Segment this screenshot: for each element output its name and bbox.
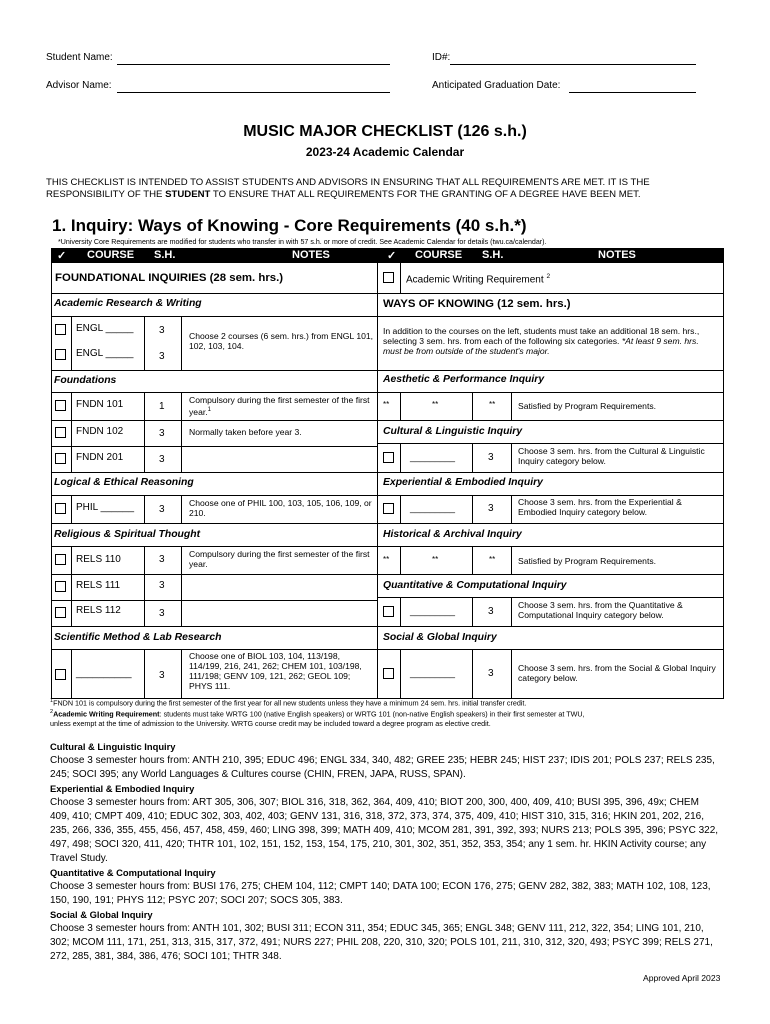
historical-sh-star: **: [489, 555, 496, 564]
footnote-2: $^2$Academic Writing Requirement: students must take WRTG 100 (native English speakers) or WRTG 101 (non-native English speakers) in their first semester at TWU,: [50, 709, 585, 719]
sh-header-left: S.H.: [154, 249, 176, 261]
quantitative-note: Choose 3 sem. hrs. from the Quantitative & Computational Inquiry category below.: [518, 600, 683, 620]
foundational-inquiries-heading: FOUNDATIONAL INQUIRIES (28 sem. hrs.): [55, 272, 284, 284]
cultural-sh: 3: [488, 452, 494, 463]
social-list-line: 302; MCOM 111, 171, 251, 313, 315, 317, 372, 491; NURS 227; PHIL 208, 220, 310, 320; POLS 101, 211, 310, 312, 320, 493; PSYC 399; RELS 271,: [50, 937, 713, 948]
fndn101-sh: 1: [159, 401, 165, 412]
cultural-list-line: Choose 3 semester hours from: ANTH 210, 395; EDUC 496; ENGL 334, 340, 482; GREE 235; HEBR 245; HIST 237; IDIS 201; POLS 237; RELS 235,: [50, 755, 715, 766]
rels110-checkbox[interactable]: [55, 554, 66, 565]
social-list-line: 272, 285, 381, 384, 386, 476; SOCI 101; THTR 348.: [50, 951, 282, 962]
phil-sh: 3: [159, 504, 165, 515]
experiential-checkbox[interactable]: [383, 503, 394, 514]
student-name-label: Student Name:: [46, 52, 113, 63]
rels112-sh: 3: [159, 608, 165, 619]
check-header-left: ✓: [57, 250, 67, 262]
engl-note: Choose 2 courses (6 sem. hrs.) from ENGL 101, 102, 103, 104.: [189, 331, 374, 351]
notes-header-right: NOTES: [598, 249, 636, 261]
cultural-note: Choose 3 sem. hrs. from the Cultural & Linguistic Inquiry category below.: [518, 446, 705, 466]
check-header-right: ✓: [387, 250, 397, 262]
student-name-field[interactable]: [117, 64, 390, 65]
engl-2-sh: 3: [159, 351, 165, 362]
religious-thought-heading: Religious & Spiritual Thought: [54, 529, 201, 540]
fndn102-checkbox[interactable]: [55, 427, 66, 438]
historical-heading: Historical & Archival Inquiry: [383, 529, 522, 540]
notes-header-left: NOTES: [292, 249, 330, 261]
experiential-list-line: Choose 3 semester hours from: ART 305, 306, 307; BIOL 316, 318, 362, 364, 409, 410; BIOT 200, 300, 400, 409, 410; BUSI 395, 396, 49x; CHEM: [50, 797, 699, 808]
advisor-name-label: Advisor Name:: [46, 80, 112, 91]
experiential-list-line: 409, 410; CMPT 409, 410; EDUC 302, 303, 402, 403; GENV 131, 316, 318, 372, 373, 374, 375, 409, 410; HIST 310, 315, 316; HKIN 201, 202, 216,: [50, 811, 704, 822]
fndn101-checkbox[interactable]: [55, 400, 66, 411]
quantitative-checkbox[interactable]: [383, 606, 394, 617]
historical-note: Satisfied by Program Requirements.: [518, 556, 657, 566]
engl-2-checkbox[interactable]: [55, 349, 66, 360]
cultural-heading: Cultural & Linguistic Inquiry: [383, 426, 523, 437]
social-list-title: Social & Global Inquiry: [50, 909, 153, 920]
id-label: ID#:: [432, 52, 451, 63]
science-checkbox[interactable]: [55, 669, 66, 680]
cultural-list-line: 245; SOCI 395; any World Languages & Cultures course (CHIN, FREN, JAPA, RUSS, SPAN).: [50, 769, 466, 780]
fndn102-sh: 3: [159, 428, 165, 439]
engl-1-checkbox[interactable]: [55, 324, 66, 335]
experiential-note: Choose 3 sem. hrs. from the Experiential & Embodied Inquiry category below.: [518, 497, 682, 517]
intro-line-2: RESPONSIBILITY OF THE STUDENT TO ENSURE THAT ALL REQUIREMENTS FOR THE GRANTING OF A DEGREE HAVE BEEN MET.: [46, 189, 641, 200]
social-checkbox[interactable]: [383, 668, 394, 679]
cultural-checkbox[interactable]: [383, 452, 394, 463]
sh-header-right: S.H.: [482, 249, 504, 261]
rels112-checkbox[interactable]: [55, 607, 66, 618]
quantitative-list-line: Choose 3 semester hours from: BUSI 176, 275; CHEM 104, 112; CMPT 140; DATA 100; ECON 176, 275; GENV 282, 382, 383; MATH 102, 108, 123,: [50, 881, 711, 892]
quantitative-heading: Quantitative & Computational Inquiry: [383, 580, 567, 591]
experiential-list-line: 235, 266, 336, 355, 455, 456, 457, 458, 459, 460; LING 398, 399; MATH 409, 410; MCOM 281, 391, 392, 393; NURS 213; POLS 395, 396; PSYC 322,: [50, 825, 719, 836]
aesthetic-sh-star: **: [489, 400, 496, 409]
course-header-right: COURSE: [415, 249, 463, 261]
rels110-course: RELS 110: [76, 554, 121, 565]
fndn201-checkbox[interactable]: [55, 453, 66, 464]
id-field[interactable]: [450, 64, 696, 65]
aesthetic-note: Satisfied by Program Requirements.: [518, 401, 657, 411]
awr-label: Academic Writing Requirement $^2$: [406, 273, 551, 286]
logical-reasoning-heading: Logical & Ethical Reasoning: [54, 477, 194, 488]
scientific-method-heading: Scientific Method & Lab Research: [54, 632, 222, 643]
quantitative-course: _________: [410, 606, 456, 616]
fndn101-course: FNDN 101: [76, 399, 124, 410]
footnote-2-line-2: unless exempt at the time of admission to the University. WRTG course credit may be included toward a degree program as elective credit.: [50, 719, 491, 728]
fndn101-note: Compulsory during the first semester of the first year.$^1$: [189, 395, 370, 417]
aesthetic-check-star: **: [383, 400, 390, 409]
rels112-course: RELS 112: [76, 605, 121, 616]
experiential-list-line: Travel Study.: [50, 853, 108, 864]
awr-checkbox[interactable]: [383, 272, 394, 283]
quantitative-list-title: Quantitative & Computational Inquiry: [50, 867, 216, 878]
social-list-line: Choose 3 semester hours from: ANTH 101, 302; BUSI 311; ECON 311, 354; EDUC 345, 365; ENGL 348; GENV 111, 212, 322, 354; LING 101, 210,: [50, 923, 704, 934]
experiential-sh: 3: [488, 503, 494, 514]
fndn102-course: FNDN 102: [76, 426, 124, 437]
aesthetic-course-star: **: [432, 400, 439, 409]
section-heading: 1. Inquiry: Ways of Knowing - Core Requirements (40 s.h.*): [52, 216, 527, 235]
historical-course-star: **: [432, 555, 439, 564]
rels110-sh: 3: [159, 554, 165, 565]
fndn201-course: FNDN 201: [76, 452, 124, 463]
fndn201-sh: 3: [159, 454, 165, 465]
quantitative-list-line: 150, 190, 191; PHYS 112; PSYC 207; SOCI 207; SOCS 305, 383.: [50, 895, 343, 906]
phil-course: PHIL ______: [76, 502, 135, 513]
page-subtitle: 2023-24 Academic Calendar: [305, 145, 465, 159]
experiential-course: _________: [410, 503, 456, 513]
advisor-name-field[interactable]: [117, 92, 390, 93]
footnote-1: $^1$FNDN 101 is compulsory during the first semester of the first year for all new students unless they have a minimum 24 sem. hrs. initial transfer credit.: [50, 698, 527, 708]
experiential-heading: Experiential & Embodied Inquiry: [383, 477, 543, 488]
engl-1-sh: 3: [159, 325, 165, 336]
science-sh: 3: [159, 670, 165, 681]
quantitative-sh: 3: [488, 606, 494, 617]
intro-line-1: THIS CHECKLIST IS INTENDED TO ASSIST STUDENTS AND ADVISORS IN ENSURING THAT ALL REQUIREMENTS ARE MET. IT IS THE: [46, 177, 650, 188]
grad-date-label: Anticipated Graduation Date:: [432, 80, 561, 91]
phil-note: Choose one of PHIL 100, 103, 105, 106, 109, or 210.: [189, 498, 372, 518]
science-note: Choose one of BIOL 103, 104, 113/198, 114/199, 216, 241, 262; CHEM 101, 103/198, 111/198; GENV 109, 121, 262; GEOL 109; PHYS 111.: [189, 651, 362, 691]
cultural-list-title: Cultural & Linguistic Inquiry: [50, 741, 176, 752]
aesthetic-heading: Aesthetic & Performance Inquiry: [383, 374, 545, 385]
rels111-sh: 3: [159, 580, 165, 591]
social-course: _________: [410, 668, 456, 678]
course-header-left: COURSE: [87, 249, 135, 261]
science-course: __________: [76, 668, 132, 679]
ways-of-knowing-heading: WAYS OF KNOWING (12 sem. hrs.): [383, 298, 571, 310]
engl-2-course: ENGL _____: [76, 348, 134, 359]
cultural-course: _________: [410, 452, 456, 462]
phil-checkbox[interactable]: [55, 503, 66, 514]
section-footnote: *University Core Requirements are modified for students who transfer in with 57 s.h. or more of credit. See Academic Calendar for details (twu.ca/calendar).: [58, 238, 547, 246]
rels111-course: RELS 111: [76, 580, 121, 591]
engl-1-course: ENGL _____: [76, 323, 134, 334]
social-note: Choose 3 sem. hrs. from the Social & Global Inquiry category below.: [518, 663, 716, 683]
social-sh: 3: [488, 668, 494, 679]
ways-note: In addition to the courses on the left, students must take an additional 18 sem. hrs., selecting 3 sem. hrs. from each of the following six categories. *At least 9 sem. hrs. must be from outside of the student's major.: [383, 326, 700, 356]
experiential-list-title: Experiential & Embodied Inquiry: [50, 783, 195, 794]
experiential-list-line: 497, 498; SOCI 320, 411, 420; THTR 101, 102, 151, 152, 153, 154, 175, 210, 301, 302, 351, 352, 353, 354; any 1 sem. hr. HKIN Activity course; any: [50, 839, 707, 850]
table-header: [51, 248, 724, 263]
grad-date-field[interactable]: [569, 92, 696, 93]
social-heading: Social & Global Inquiry: [383, 632, 497, 643]
rels111-checkbox[interactable]: [55, 581, 66, 592]
page-title: MUSIC MAJOR CHECKLIST (126 s.h.): [243, 123, 527, 140]
rels110-note: Compulsory during the first semester of the first year.: [189, 549, 370, 569]
historical-check-star: **: [383, 555, 390, 564]
approved-date: Approved April 2023: [643, 973, 721, 983]
academic-research-heading: Academic Research & Writing: [54, 298, 202, 309]
fndn102-note: Normally taken before year 3.: [189, 427, 302, 437]
foundations-heading: Foundations: [54, 375, 117, 386]
